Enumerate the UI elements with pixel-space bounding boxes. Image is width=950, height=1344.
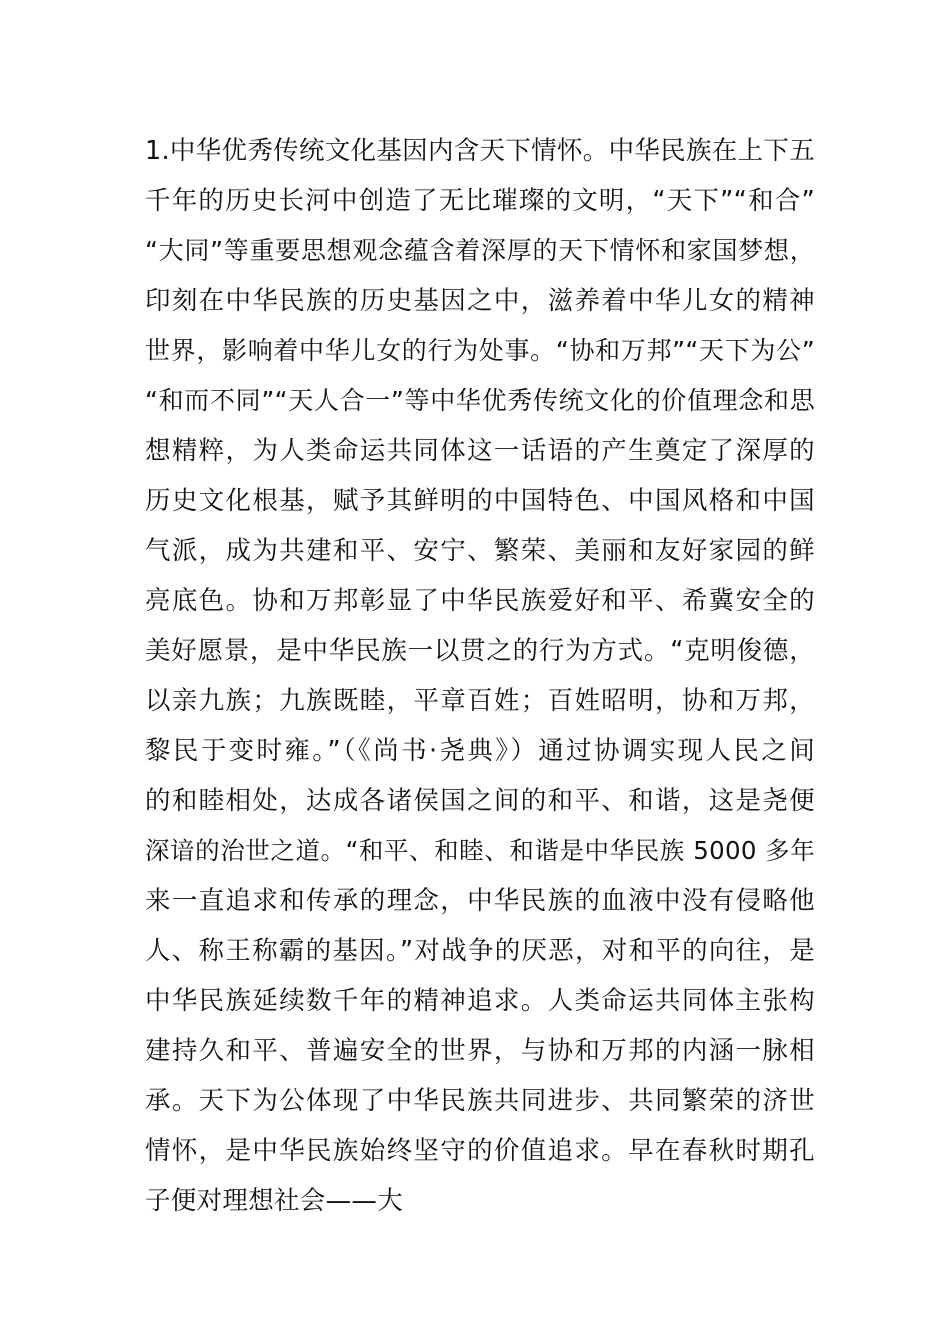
- paragraph-line: 1.中华优秀传统文化基因内含天下情怀。中华民族在上下五: [145, 136, 815, 166]
- paragraph-line: 黎民于变时雍。”（《尚书·尧典》）通过协调实现人民之间: [145, 736, 815, 766]
- paragraph-line: 以亲九族；九族既睦，平章百姓；百姓昭明，协和万邦，: [145, 686, 815, 716]
- paragraph-line: 气派，成为共建和平、安宁、繁荣、美丽和友好家园的鲜: [145, 536, 815, 566]
- paragraph-line: 美好愿景，是中华民族一以贯之的行为方式。“克明俊德，: [145, 636, 815, 666]
- paragraph-line: 深谙的治世之道。“和平、和睦、和谐是中华民族 5000 多年: [145, 836, 815, 865]
- paragraph-line: 建持久和平、普遍安全的世界，与协和万邦的内涵一脉相: [145, 1036, 815, 1066]
- paragraph-line: 承。天下为公体现了中华民族共同进步、共同繁荣的济世: [145, 1086, 815, 1116]
- paragraph-line: 千年的历史长河中创造了无比璀璨的文明，“天下”“和合”: [145, 186, 815, 216]
- paragraph-line: 亮底色。协和万邦彰显了中华民族爱好和平、希冀安全的: [145, 586, 815, 616]
- paragraph-line: 历史文化根基，赋予其鲜明的中国特色、中国风格和中国: [145, 486, 815, 516]
- paragraph-line: 来一直追求和传承的理念，中华民族的血液中没有侵略他: [145, 886, 815, 916]
- paragraph-line: 印刻在中华民族的历史基因之中，滋养着中华儿女的精神: [145, 286, 815, 316]
- paragraph-line: 子便对理想社会——大: [145, 1186, 404, 1216]
- paragraph-line: 想精粹，为人类命运共同体这一话语的产生奠定了深厚的: [145, 436, 815, 466]
- paragraph-line: “和而不同”“天人合一”等中华优秀传统文化的价值理念和思: [145, 386, 815, 415]
- body-paragraph: [145, 126, 815, 1226]
- paragraph-line: 的和睦相处，达成各诸侯国之间的和平、和谐，这是尧便: [145, 786, 815, 816]
- paragraph-line: 中华民族延续数千年的精神追求。人类命运共同体主张构: [145, 986, 815, 1016]
- paragraph-line: 世界，影响着中华儿女的行为处事。“协和万邦”“天下为公”: [145, 336, 815, 365]
- paragraph-line: 人、称王称霸的基因。”对战争的厌恶，对和平的向往，是: [145, 936, 815, 966]
- paragraph-line: “大同”等重要思想观念蕴含着深厚的天下情怀和家国梦想，: [145, 236, 815, 265]
- paragraph-line: 情怀，是中华民族始终坚守的价值追求。早在春秋时期孔: [145, 1136, 815, 1166]
